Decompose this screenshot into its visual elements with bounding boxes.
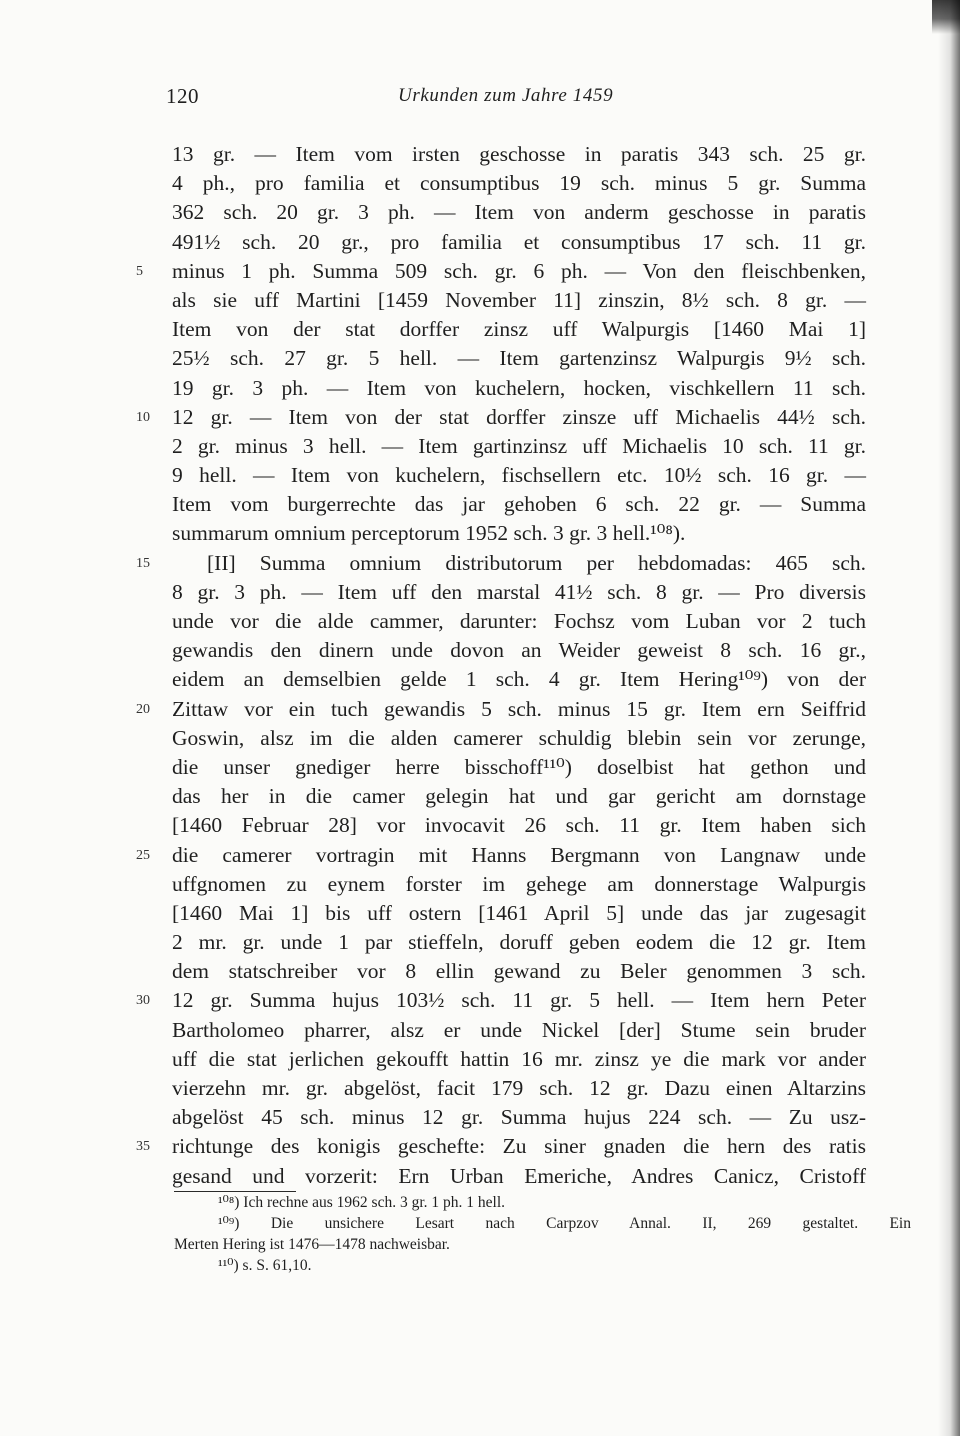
text-line bbox=[0, 636, 960, 665]
line-text: Bartholomeo pharrer, alsz er unde Nickel [der] Stume sein bruder bbox=[172, 1017, 866, 1042]
text-line bbox=[0, 1162, 960, 1191]
text-line bbox=[0, 286, 960, 315]
text-line bbox=[0, 1016, 960, 1045]
footnote bbox=[0, 1255, 960, 1276]
line-text: gesand und vorzerit: Ern Urban Emeriche, Andres Canicz, Cristoff bbox=[172, 1163, 866, 1188]
line-text: Zittaw vor ein tuch gewandis 5 sch. minus 15 gr. Item ern Seiffrid bbox=[172, 696, 866, 721]
line-text: 19 gr. 3 ph. — Item von kuchelern, hocken, vischkellern 11 sch. bbox=[172, 375, 866, 400]
text-line bbox=[0, 841, 960, 870]
footnote bbox=[0, 1234, 960, 1255]
line-text: minus 1 ph. Summa 509 sch. gr. 6 ph. — Von den fleischbenken, bbox=[172, 258, 866, 283]
body-text bbox=[0, 140, 960, 1191]
text-line bbox=[0, 403, 960, 432]
line-text: Goswin, alsz im die alden camerer schuldig blebin sein vor zerunge, bbox=[172, 725, 866, 750]
line-number: 15 bbox=[136, 555, 150, 571]
footnote bbox=[0, 1213, 960, 1234]
text-line bbox=[0, 519, 960, 548]
text-line bbox=[0, 198, 960, 227]
text-line bbox=[0, 811, 960, 840]
text-line bbox=[0, 986, 960, 1015]
line-number: 20 bbox=[136, 701, 150, 717]
line-text: die camerer vortragin mit Hanns Bergmann von Langnaw unde bbox=[172, 842, 866, 867]
line-text: Item von der stat dorffer zinsz uff Walpurgis [1460 Mai 1] bbox=[172, 317, 866, 342]
text-line bbox=[0, 578, 960, 607]
text-line bbox=[0, 1103, 960, 1132]
line-text: [II] Summa omnium distributorum per hebdomadas: 465 sch. bbox=[207, 550, 866, 575]
line-text: [1460 Februar 28] vor invocavit 26 sch. 11 gr. Item haben sich bbox=[172, 813, 866, 838]
text-line bbox=[0, 899, 960, 928]
line-text: 12 gr. — Item von der stat dorffer zinsze uff Michaelis 44½ sch. bbox=[172, 404, 866, 429]
text-line bbox=[0, 374, 960, 403]
line-text: als sie uff Martini [1459 November 11] zinszin, 8½ sch. 8 gr. — bbox=[172, 287, 866, 312]
line-text: das her in die camer gelegin hat und gar gericht am dornstage bbox=[172, 784, 866, 809]
text-line bbox=[0, 607, 960, 636]
line-number: 35 bbox=[136, 1139, 150, 1155]
line-text: 12 gr. Summa hujus 103½ sch. 11 gr. 5 hell. — Item hern Peter bbox=[172, 988, 866, 1013]
line-text: vierzehn mr. gr. abgelöst, facit 179 sch. 12 gr. Dazu einen Altarzins bbox=[172, 1076, 866, 1100]
line-text: 2 mr. gr. unde 1 par stieffeln, doruff geben eodem die 12 gr. Item bbox=[172, 930, 866, 955]
line-text: summarum omnium perceptorum 1952 sch. 3 gr. 3 hell.¹⁰⁸). bbox=[172, 521, 686, 546]
line-text: 2 gr. minus 3 hell. — Item gartinzinsz uff Michaelis 10 sch. 11 gr. bbox=[172, 433, 866, 458]
line-text: uff die stat jerlichen gekoufft hattin 16 mr. zinsz ye die mark vor ander bbox=[172, 1046, 866, 1071]
text-line bbox=[0, 140, 960, 169]
footnote-text: ¹⁰⁸) Ich rechne aus 1962 sch. 3 gr. 1 ph. 1 hell. bbox=[218, 1194, 506, 1211]
line-text: gewandis den dinern unde dovon an Weider geweist 8 sch. 16 gr., bbox=[172, 638, 866, 663]
line-number: 5 bbox=[136, 263, 143, 279]
footnote-text: Merten Hering ist 1476—1478 nachweisbar. bbox=[174, 1236, 450, 1253]
text-line bbox=[0, 315, 960, 344]
text-line bbox=[0, 782, 960, 811]
text-line bbox=[0, 549, 960, 578]
line-text: 8 gr. 3 ph. — Item uff den marstal 41½ sch. 8 gr. — Pro diversis bbox=[172, 579, 866, 604]
text-line bbox=[0, 169, 960, 198]
line-text: eidem an demselbien gelde 1 sch. 4 gr. Item Hering¹⁰⁹) von der bbox=[172, 667, 866, 692]
line-text: dem statschreiber vor 8 ellin gewand zu Beler genommen 3 sch. bbox=[172, 959, 866, 984]
line-text: 362 sch. 20 gr. 3 ph. — Item von anderm geschosse in paratis bbox=[172, 200, 866, 225]
line-text: 25½ sch. 27 gr. 5 hell. — Item gartenzinsz Walpurgis 9½ sch. bbox=[172, 346, 866, 371]
line-number: 10 bbox=[136, 409, 150, 425]
line-text: 13 gr. — Item vom irsten geschosse in paratis 343 sch. 25 gr. bbox=[172, 142, 866, 166]
page-number: 120 bbox=[166, 84, 199, 108]
footnote bbox=[0, 1192, 960, 1213]
text-line bbox=[0, 928, 960, 957]
text-line bbox=[0, 1132, 960, 1161]
text-line bbox=[0, 432, 960, 461]
text-line bbox=[0, 753, 960, 782]
text-line bbox=[0, 461, 960, 490]
line-text: [1460 Mai 1] bis uff ostern [1461 April 5] unde das jar zugesagit bbox=[172, 900, 866, 925]
line-text: unde vor die alde cammer, darunter: Fochsz vom Luban vor 2 tuch bbox=[172, 609, 866, 633]
text-line bbox=[0, 344, 960, 373]
text-line bbox=[0, 490, 960, 519]
text-line bbox=[0, 228, 960, 257]
text-line bbox=[0, 257, 960, 286]
text-line bbox=[0, 695, 960, 724]
line-text: die unser gnediger herre bisschoff¹¹⁰) doselbist hat gethon und bbox=[172, 754, 866, 779]
footnote-text: ¹¹⁰) s. S. 61,10. bbox=[218, 1257, 312, 1274]
text-line bbox=[0, 870, 960, 899]
text-line bbox=[0, 724, 960, 753]
running-head bbox=[0, 84, 960, 118]
line-text: 4 ph., pro familia et consumptibus 19 sch. minus 5 gr. Summa bbox=[172, 171, 866, 196]
footnotes bbox=[0, 1192, 960, 1276]
text-line bbox=[0, 1074, 960, 1103]
line-text: Item vom burgerrechte das jar gehoben 6 sch. 22 gr. — Summa bbox=[172, 492, 866, 517]
text-line bbox=[0, 957, 960, 986]
line-text: richtunge des konigis geschefte: Zu siner gnaden die hern des ratis bbox=[172, 1134, 866, 1159]
line-number: 25 bbox=[136, 847, 150, 863]
footnote-text: ¹⁰⁹) Die unsichere Lesart nach Carpzov Annal. II, 269 gestaltet. Ein bbox=[218, 1215, 911, 1232]
text-line bbox=[0, 1045, 960, 1074]
running-title: Urkunden zum Jahre 1459 bbox=[398, 85, 614, 106]
line-text: abgelöst 45 sch. minus 12 gr. Summa hujus 224 sch. — Zu usz- bbox=[172, 1105, 866, 1130]
line-text: uffgnomen zu eynem forster im gehege am donnerstage Walpurgis bbox=[172, 871, 866, 896]
line-text: 9 hell. — Item von kuchelern, fischsellern etc. 10½ sch. 16 gr. — bbox=[172, 463, 866, 488]
text-line bbox=[0, 665, 960, 694]
line-number: 30 bbox=[136, 993, 150, 1009]
line-text: 491½ sch. 20 gr., pro familia et consumptibus 17 sch. 11 gr. bbox=[172, 229, 866, 254]
